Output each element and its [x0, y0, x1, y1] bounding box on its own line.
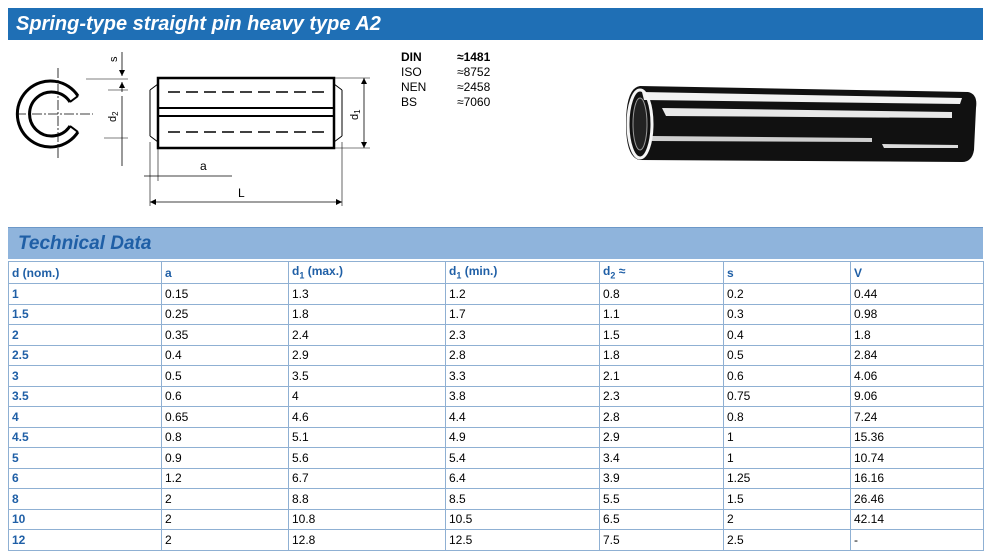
cell-d-nom: 12 — [9, 530, 162, 551]
table-row — [9, 366, 984, 387]
table-cell: 2 — [724, 509, 851, 530]
table-cell: 0.3 — [724, 304, 851, 325]
table-cell: 4.4 — [446, 407, 600, 428]
table-cell: 0.4 — [724, 325, 851, 346]
table-cell: 42.14 — [851, 509, 984, 530]
standard-row — [401, 95, 537, 110]
table-cell: 6.5 — [600, 509, 724, 530]
table-cell: 0.6 — [162, 386, 289, 407]
table-cell: 4.06 — [851, 366, 984, 387]
page-title: Spring-type straight pin heavy type A2 — [16, 13, 381, 35]
table-cell: 2.3 — [446, 325, 600, 346]
table-cell: 2.1 — [600, 366, 724, 387]
table-cell: 1.7 — [446, 304, 600, 325]
product-photo — [622, 78, 980, 170]
table-row — [9, 468, 984, 489]
table-cell: 5.4 — [446, 448, 600, 469]
table-cell: 0.75 — [724, 386, 851, 407]
cell-d-nom: 3.5 — [9, 386, 162, 407]
table-cell: 9.06 — [851, 386, 984, 407]
standard-label: ISO — [401, 65, 422, 79]
table-cell: 1.8 — [600, 345, 724, 366]
table-cell: 3.3 — [446, 366, 600, 387]
table-cell: 5.1 — [289, 427, 446, 448]
standard-label: DIN — [401, 50, 422, 64]
standard-row — [401, 80, 537, 95]
table-cell: 3.4 — [600, 448, 724, 469]
table-row — [9, 509, 984, 530]
standard-row — [401, 65, 537, 80]
table-cell: 0.5 — [724, 345, 851, 366]
table-row — [9, 448, 984, 469]
table-cell: 0.6 — [724, 366, 851, 387]
table-cell: 10.5 — [446, 509, 600, 530]
table-cell: 26.46 — [851, 489, 984, 510]
cell-d-nom: 4.5 — [9, 427, 162, 448]
table-cell: 0.98 — [851, 304, 984, 325]
header-a: a — [162, 262, 289, 284]
table-cell: 1.5 — [724, 489, 851, 510]
table-cell: 5.6 — [289, 448, 446, 469]
table-cell: 10.74 — [851, 448, 984, 469]
table-cell: 8.8 — [289, 489, 446, 510]
table-cell: 7.24 — [851, 407, 984, 428]
header-d-nom: d (nom.) — [9, 262, 162, 284]
table-cell: 10.8 — [289, 509, 446, 530]
cell-d-nom: 8 — [9, 489, 162, 510]
header-d2: $d_2$ ≈ — [600, 262, 724, 284]
standard-row — [401, 50, 537, 65]
table-cell: 1.2 — [446, 284, 600, 305]
header-v: V — [851, 262, 984, 284]
table-cell: 4.6 — [289, 407, 446, 428]
table-row — [9, 489, 984, 510]
table-row — [9, 427, 984, 448]
table-cell: 2.8 — [446, 345, 600, 366]
table-cell: 5.5 — [600, 489, 724, 510]
table-cell: 2 — [162, 489, 289, 510]
table-cell: 2.9 — [289, 345, 446, 366]
cell-d-nom: 1.5 — [9, 304, 162, 325]
label-s: s — [108, 56, 120, 62]
table-cell: 4.9 — [446, 427, 600, 448]
table-cell: 4 — [289, 386, 446, 407]
cell-d-nom: 1 — [9, 284, 162, 305]
table-cell: 0.35 — [162, 325, 289, 346]
table-cell: - — [851, 530, 984, 551]
table-row — [9, 530, 984, 551]
table-cell: 1.1 — [600, 304, 724, 325]
table-cell: 1.5 — [600, 325, 724, 346]
label-a: a — [200, 159, 207, 173]
table-cell: 0.25 — [162, 304, 289, 325]
table-row — [9, 407, 984, 428]
table-cell: 1 — [724, 448, 851, 469]
side-view — [144, 78, 370, 206]
standard-label: NEN — [401, 80, 427, 94]
table-cell: 15.36 — [851, 427, 984, 448]
table-cell: 0.8 — [600, 284, 724, 305]
title-bar — [8, 8, 983, 40]
table-row — [9, 386, 984, 407]
table-cell: 0.9 — [162, 448, 289, 469]
table-header-row — [9, 262, 984, 284]
table-cell: 3.5 — [289, 366, 446, 387]
label-d2: d2 — [107, 111, 120, 122]
table-cell: 12.8 — [289, 530, 446, 551]
label-d1: d1 — [349, 109, 362, 120]
cell-d-nom: 4 — [9, 407, 162, 428]
table-cell: 7.5 — [600, 530, 724, 551]
header-d1-min: $d_1$ (min.) — [446, 262, 600, 284]
table-cell: 1.8 — [851, 325, 984, 346]
table-row — [9, 325, 984, 346]
table-cell: 0.5 — [162, 366, 289, 387]
table-cell: 1 — [724, 427, 851, 448]
table-cell: 2 — [162, 530, 289, 551]
table-cell: 6.4 — [446, 468, 600, 489]
cell-d-nom: 6 — [9, 468, 162, 489]
table-cell: 0.8 — [162, 427, 289, 448]
table-cell: 2.8 — [600, 407, 724, 428]
table-cell: 2.4 — [289, 325, 446, 346]
table-cell: 0.4 — [162, 345, 289, 366]
table-cell: 0.44 — [851, 284, 984, 305]
table-body — [9, 284, 984, 551]
cell-d-nom: 5 — [9, 448, 162, 469]
table-cell: 2.9 — [600, 427, 724, 448]
table-cell: 0.2 — [724, 284, 851, 305]
table-cell: 16.16 — [851, 468, 984, 489]
standard-value: ≈2458 — [457, 80, 491, 94]
table-cell: 3.8 — [446, 386, 600, 407]
label-L: L — [238, 186, 245, 200]
table-cell: 8.5 — [446, 489, 600, 510]
table-cell: 0.15 — [162, 284, 289, 305]
technical-drawing — [8, 46, 378, 216]
table-cell: 3.9 — [600, 468, 724, 489]
standard-value: ≈8752 — [457, 65, 491, 79]
table-cell: 2 — [162, 509, 289, 530]
technical-data-table — [8, 261, 984, 551]
end-view — [16, 52, 128, 166]
cell-d-nom: 2 — [9, 325, 162, 346]
table-cell: 1.8 — [289, 304, 446, 325]
table-cell: 0.65 — [162, 407, 289, 428]
table-cell: 1.25 — [724, 468, 851, 489]
table-cell: 6.7 — [289, 468, 446, 489]
header-d1-max: $d_1$ (max.) — [289, 262, 446, 284]
table-cell: 1.2 — [162, 468, 289, 489]
standard-label: BS — [401, 95, 418, 109]
standards-list — [401, 50, 537, 110]
table-cell: 2.3 — [600, 386, 724, 407]
section-header — [8, 227, 983, 259]
table-cell: 2.84 — [851, 345, 984, 366]
table-row — [9, 284, 984, 305]
cell-d-nom: 10 — [9, 509, 162, 530]
standard-value: ≈7060 — [457, 95, 491, 109]
table-cell: 1.3 — [289, 284, 446, 305]
table-cell: 2.5 — [724, 530, 851, 551]
table-cell: 0.8 — [724, 407, 851, 428]
table-row — [9, 345, 984, 366]
table-cell: 12.5 — [446, 530, 600, 551]
header-s: s — [724, 262, 851, 284]
standard-value: ≈1481 — [457, 50, 491, 64]
cell-d-nom: 2.5 — [9, 345, 162, 366]
section-title: Technical Data — [18, 233, 152, 254]
table-row — [9, 304, 984, 325]
cell-d-nom: 3 — [9, 366, 162, 387]
